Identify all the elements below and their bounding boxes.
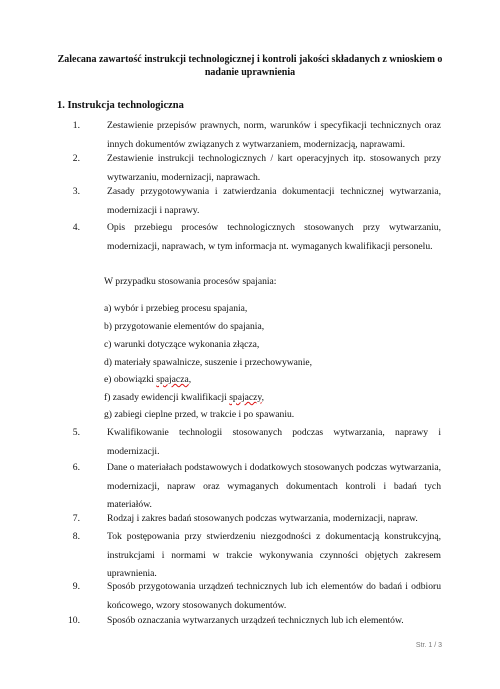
list-item-number: 10. xyxy=(68,615,80,626)
list-item xyxy=(72,150,441,187)
list-item-number: 6. xyxy=(72,462,80,473)
welding-intro: W przypadku stosowania procesów spajania: xyxy=(104,276,277,287)
welding-item: a) wybór i przebieg procesu spajania, xyxy=(104,303,248,314)
list-item-number: 5. xyxy=(72,427,80,438)
list-item-number: 7. xyxy=(72,513,80,524)
list-item-number: 1. xyxy=(72,120,80,131)
list-item-text: Sposób oznaczania wytwarzanych urządzeń technicznych lub ich elementów. xyxy=(107,615,404,626)
list-item xyxy=(72,117,441,154)
welding-item: e) obowiązki spajacza, xyxy=(104,374,192,385)
list-item-number: 8. xyxy=(72,531,80,542)
list-item xyxy=(68,612,441,631)
welding-item: g) zabiegi cieplne przed, w trakcie i po spawaniu. xyxy=(104,409,295,420)
list-item-number: 2. xyxy=(72,153,80,164)
page-number: Str. 1 / 3 xyxy=(415,642,442,649)
list-item-text: Kwalifikowanie technologii stosowanych podczas wytwarzania, naprawy i modernizacji. xyxy=(107,427,441,457)
list-item xyxy=(72,219,441,256)
list-item xyxy=(72,183,441,220)
spellcheck-underline: spajaczy xyxy=(229,392,262,403)
list-item xyxy=(72,424,441,461)
list-item xyxy=(72,510,441,529)
list-item-text: Tok postępowania przy stwierdzeniu niezgodności z dokumentacją konstrukcyjną, instrukcjami i normami w trakcie wykonywania czynności objętych zakresem uprawnienia. xyxy=(107,531,441,579)
list-item xyxy=(72,578,441,615)
list-item-text: Rodzaj i zakres badań stosowanych podczas wytwarzania, modernizacji, napraw. xyxy=(107,513,418,524)
welding-item: b) przygotowanie elementów do spajania, xyxy=(104,321,265,332)
list-item-text: Zestawienie przepisów prawnych, norm, warunków i specyfikacji technicznych oraz innych dokumentów związanych z wytwarzaniem, modernizacją, naprawami. xyxy=(107,120,441,150)
section-heading: 1. Instrukcja technologiczna xyxy=(57,100,184,111)
document-title: Zalecana zawartość instrukcji technologicznej i kontroli jakości składanych z wnioskiem o nadanie uprawnienia xyxy=(57,54,443,78)
list-item-number: 3. xyxy=(72,186,80,197)
spellcheck-underline: spajacza xyxy=(156,374,189,385)
list-item xyxy=(72,459,441,515)
list-item-number: 9. xyxy=(72,581,80,592)
list-item-text: Zestawienie instrukcji technologicznych / kart operacyjnych itp. stosowanych przy wytwarzaniu, modernizacji, naprawach. xyxy=(107,153,441,183)
welding-item: f) zasady ewidencji kwalifikacji spajaczy, xyxy=(104,392,265,403)
list-item-text: Zasady przygotowywania i zatwierdzania dokumentacji technicznej wytwarzania, modernizacji i naprawy. xyxy=(107,186,441,216)
list-item-text: Sposób przygotowania urządzeń technicznych lub ich elementów do badań i odbioru końcowego, wzory stosowanych dokumentów. xyxy=(107,581,441,611)
welding-item: d) materiały spawalnicze, suszenie i przechowywanie, xyxy=(104,357,313,368)
list-item xyxy=(72,528,441,584)
list-item-text: Dane o materiałach podstawowych i dodatkowych stosowanych podczas wytwarzania, modernizacji, napraw oraz wymaganych dokumentach kontroli i badań tych materiałów. xyxy=(107,462,441,510)
list-item-text: Opis przebiegu procesów technologicznych stosowanych przy wytwarzaniu, modernizacji, naprawach, w tym informacja nt. wymaganych kwalifikacji personelu. xyxy=(107,222,441,252)
list-item-number: 4. xyxy=(72,222,80,233)
welding-item: c) warunki dotyczące wykonania złącza, xyxy=(104,339,260,350)
